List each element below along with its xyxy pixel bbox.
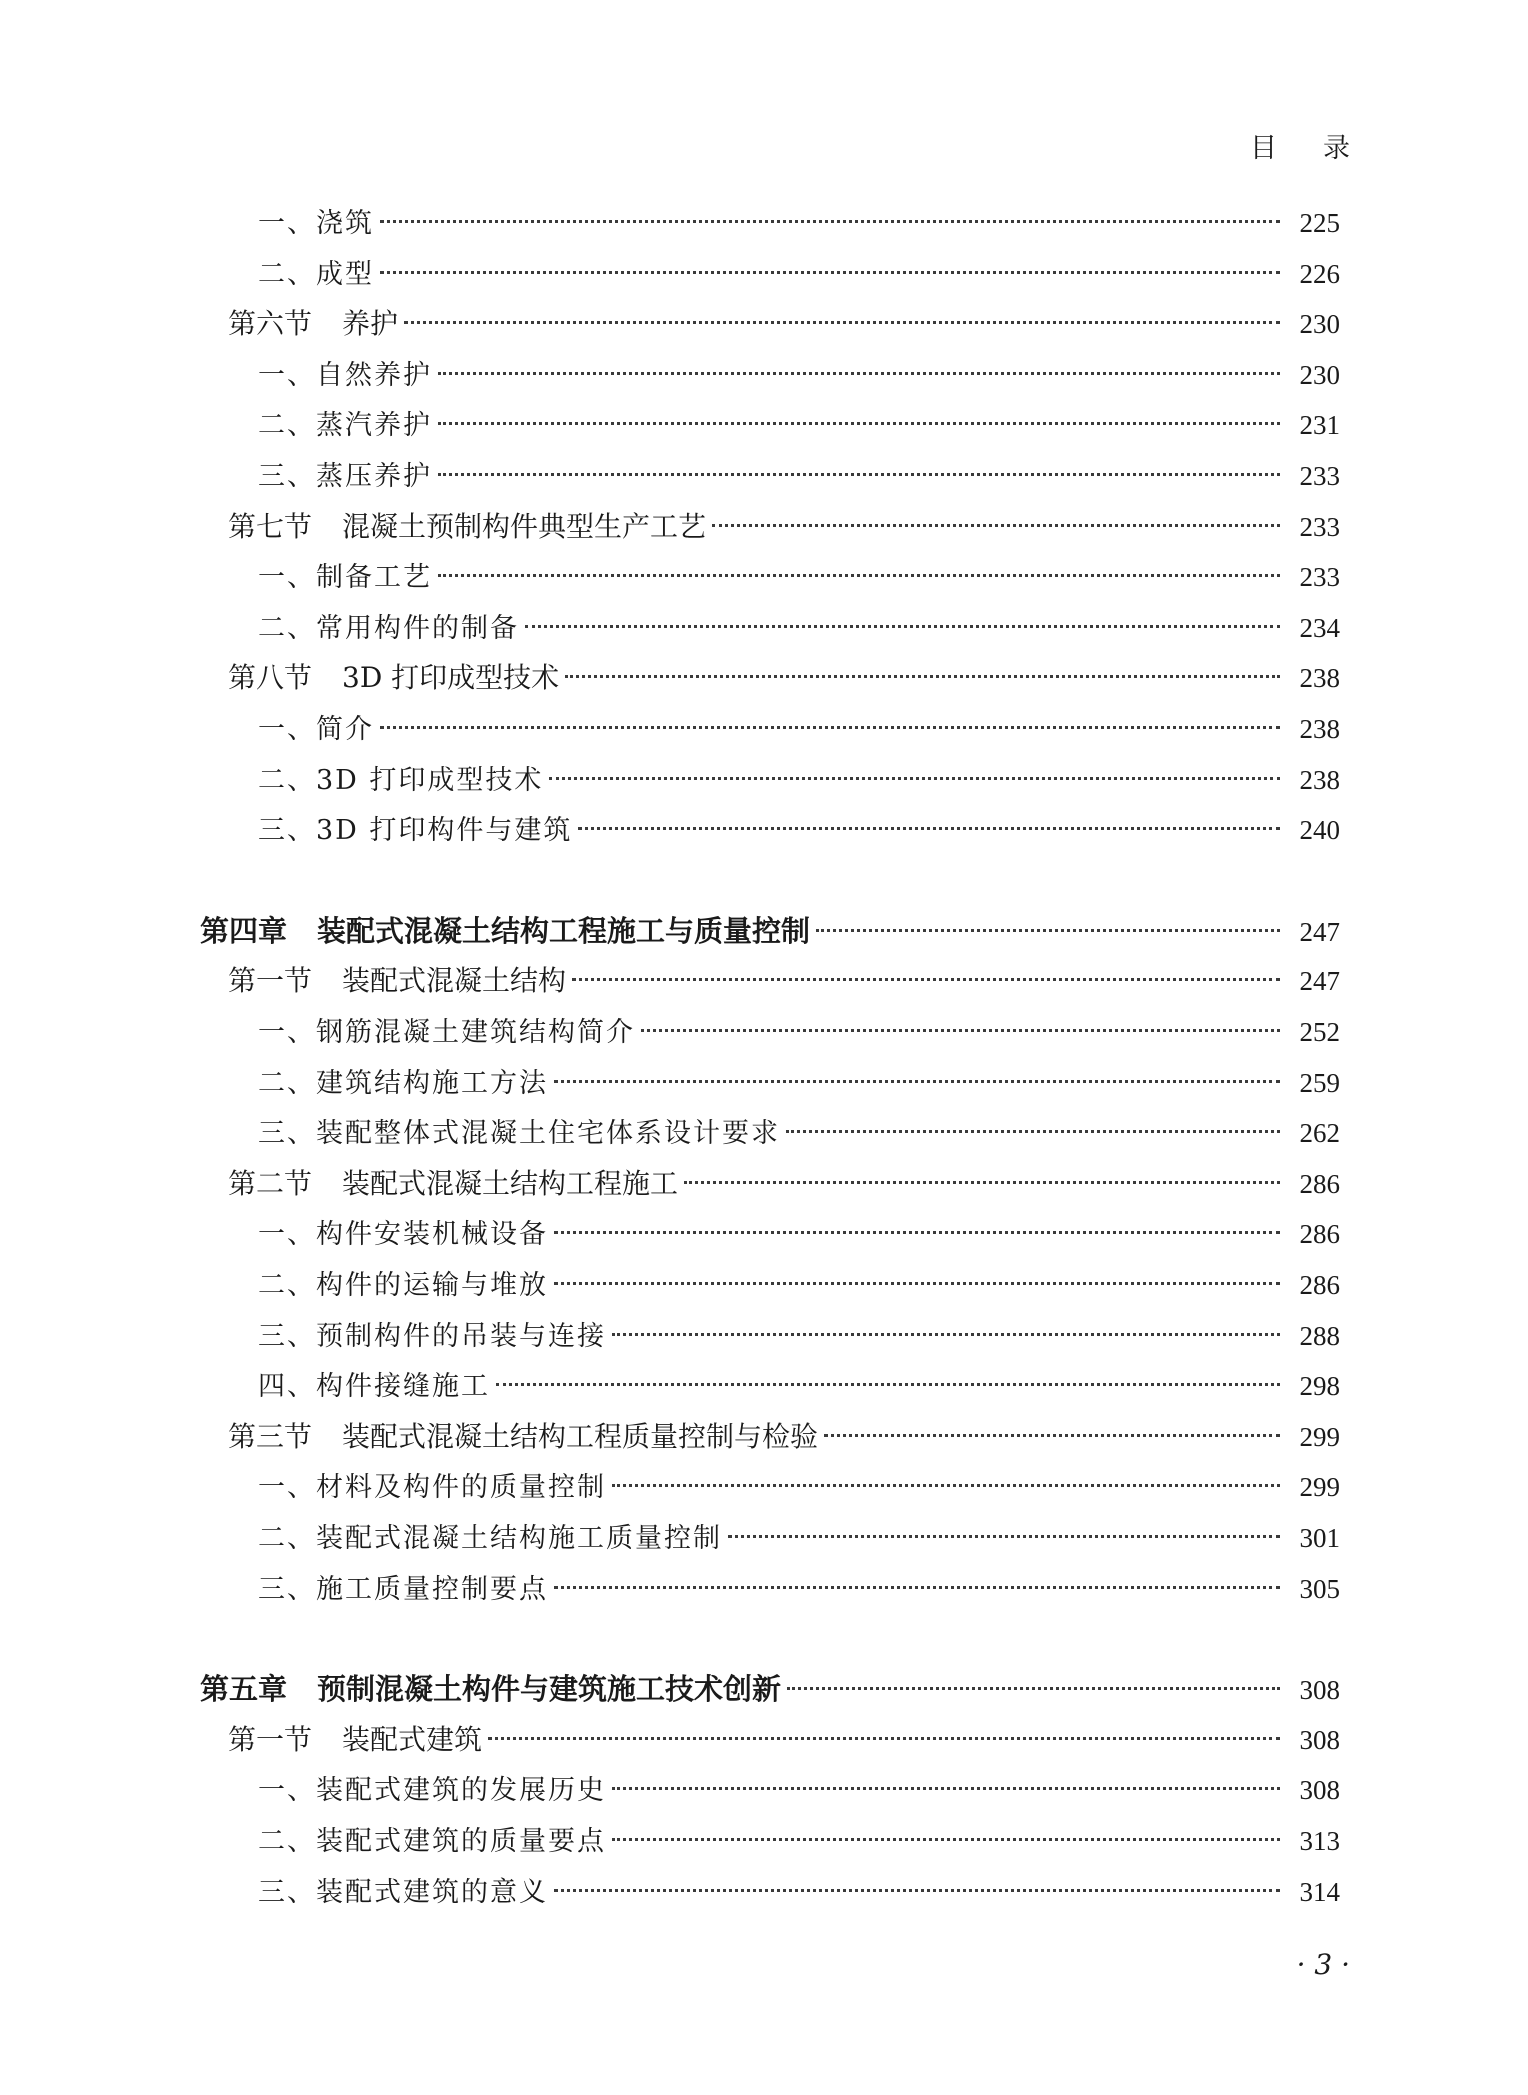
toc-entry-title <box>258 1516 722 1562</box>
toc-entry-page: 238 <box>1299 714 1340 744</box>
toc-entry-title <box>228 504 706 550</box>
toc-entry-page: 252 <box>1299 1017 1340 1047</box>
toc-leader-dots <box>612 1787 1280 1790</box>
toc-entry-text: 二、蒸汽养护 <box>258 410 432 442</box>
toc-entry-page: 299 <box>1299 1472 1340 1503</box>
toc-entry-title <box>258 1111 780 1157</box>
toc-entry-text: 一、装配式建筑的发展历史 <box>258 1775 606 1807</box>
toc-leader-dots <box>554 1889 1280 1892</box>
toc-entry-text: 二、构件的运输与堆放 <box>258 1270 548 1301</box>
toc-leader-dots <box>554 1231 1280 1234</box>
toc-entry-item <box>258 757 1340 803</box>
toc-leader-dots <box>488 1737 1280 1740</box>
toc-entry-section <box>228 958 1340 1004</box>
toc-entry-text: 一、材料及构件的质量控制 <box>258 1472 606 1504</box>
toc-leader-dots <box>438 372 1280 375</box>
toc-entry-number: 第七节 <box>228 509 313 543</box>
toc-entry-number: 第八节 <box>228 661 313 695</box>
toc-entry-section <box>228 1414 1340 1460</box>
toc-entry-text: 二、装配式混凝土结构施工质量控制 <box>258 1523 722 1554</box>
toc-entry-text: 二、装配式建筑的质量要点 <box>258 1826 606 1857</box>
toc-entry-page: 259 <box>1299 1067 1340 1098</box>
toc-entry-title <box>258 1364 490 1410</box>
header-label-lu: 录 <box>1323 133 1350 164</box>
toc-entry-number: 第四章 <box>200 913 288 948</box>
toc-entry-item <box>258 251 1340 297</box>
toc-entry-item <box>258 1211 1340 1257</box>
toc-entry-page: 231 <box>1299 410 1340 441</box>
toc-entry-title <box>258 1263 548 1309</box>
toc-entry-title <box>258 1314 606 1360</box>
toc-entry-page: 308 <box>1299 1775 1340 1806</box>
toc-leader-dots <box>380 271 1280 274</box>
toc-entry-page: 301 <box>1299 1523 1340 1553</box>
toc-entry-text: 三、装配式建筑的意义 <box>258 1876 548 1908</box>
toc-leader-dots <box>641 1029 1280 1032</box>
toc-entry-item <box>258 1060 1340 1106</box>
toc-entry-text: 二、建筑结构施工方法 <box>258 1067 548 1099</box>
toc-entry-section <box>228 1717 1340 1763</box>
toc-entry-title <box>258 808 572 854</box>
toc-entry-page: 262 <box>1299 1118 1340 1149</box>
toc-entry-item <box>258 1515 1340 1561</box>
toc-entry-text: 3D 打印成型技术 <box>342 661 560 695</box>
toc-entry-chapter <box>200 1666 1340 1712</box>
toc-entry-page: 225 <box>1299 208 1340 238</box>
toc-leader-dots <box>438 473 1280 476</box>
toc-entry-title <box>228 655 559 701</box>
toc-entry-text: 二、常用构件的制备 <box>258 612 519 644</box>
toc-entry-number: 第二节 <box>228 1166 313 1200</box>
toc-entry-item <box>258 554 1340 600</box>
toc-leader-dots <box>816 929 1280 932</box>
toc-entry-page: 230 <box>1299 359 1340 390</box>
toc-leader-dots <box>554 1282 1280 1285</box>
toc-entry-title <box>258 707 374 753</box>
toc-entry-section <box>228 301 1340 347</box>
toc-entry-item <box>258 1464 1340 1510</box>
toc-entry-item <box>258 1262 1340 1308</box>
toc-entry-page: 233 <box>1299 562 1340 593</box>
toc-entry-text: 一、自然养护 <box>258 359 432 391</box>
toc-entry-title <box>258 1010 635 1056</box>
toc-leader-dots <box>612 1838 1280 1841</box>
toc-entry-text: 装配式混凝土结构工程施工 <box>342 1166 679 1200</box>
toc-leader-dots <box>712 524 1280 527</box>
toc-entry-text: 一、浇筑 <box>258 208 374 239</box>
toc-leader-dots <box>612 1333 1280 1336</box>
toc-leader-dots <box>787 1687 1280 1690</box>
toc-entry-title <box>200 1666 781 1712</box>
toc-entry-number: 第三节 <box>228 1419 313 1453</box>
toc-entry-section <box>228 655 1340 701</box>
toc-entry-page: 286 <box>1299 1168 1340 1199</box>
toc-entry-text: 一、制备工艺 <box>258 562 432 594</box>
toc-entry-page: 226 <box>1299 258 1340 289</box>
toc-entry-number: 第六节 <box>228 307 313 341</box>
toc-entry-text: 一、构件安装机械设备 <box>258 1219 548 1251</box>
toc-entry-text: 装配式混凝土结构工程施工与质量控制 <box>317 913 811 948</box>
toc-entry-text: 二、成型 <box>258 258 374 290</box>
toc-entry-number: 第一节 <box>228 964 313 998</box>
toc-entry-page: 299 <box>1299 1421 1340 1452</box>
toc-entry-text: 三、3D 打印构件与建筑 <box>258 815 573 847</box>
toc-entry-number: 第五章 <box>200 1672 288 1707</box>
toc-entry-item <box>258 453 1340 499</box>
toc-entry-page: 313 <box>1299 1826 1340 1856</box>
toc-entry-page: 308 <box>1299 1724 1340 1755</box>
toc-entry-item <box>258 1009 1340 1055</box>
toc-entry-title <box>258 403 432 449</box>
toc-entry-title <box>258 201 374 247</box>
toc-entry-text: 三、预制构件的吊装与连接 <box>258 1320 606 1352</box>
toc-entry-title <box>258 1212 548 1258</box>
toc-entry-section <box>228 1161 1340 1207</box>
toc-leader-dots <box>438 422 1280 425</box>
toc-leader-dots <box>612 1484 1280 1487</box>
toc-entry-chapter <box>200 908 1340 954</box>
toc-entry-item <box>258 352 1340 398</box>
toc-entry-page: 308 <box>1299 1675 1340 1706</box>
toc-entry-page: 230 <box>1299 309 1340 340</box>
toc-entry-title <box>258 758 543 804</box>
toc-entry-page: 233 <box>1299 511 1340 542</box>
toc-entry-item <box>258 807 1340 853</box>
toc-entry-title <box>258 1768 606 1814</box>
toc-entry-page: 247 <box>1299 966 1340 997</box>
toc-entry-title <box>258 1567 548 1613</box>
toc-entry-text: 预制混凝土构件与建筑施工技术创新 <box>317 1672 782 1707</box>
toc-leader-dots <box>496 1383 1280 1386</box>
toc-entry-section <box>228 504 1340 550</box>
toc-entry-title <box>258 1819 606 1865</box>
toc-entry-text: 三、施工质量控制要点 <box>258 1573 548 1605</box>
toc-leader-dots <box>554 1080 1280 1083</box>
toc-entry-text: 装配式混凝土结构工程质量控制与检验 <box>342 1419 819 1453</box>
toc-entry-text: 装配式混凝土结构 <box>342 964 567 998</box>
header-label-mu: 目 <box>1250 133 1277 164</box>
toc-entry-text: 四、构件接缝施工 <box>258 1371 490 1403</box>
toc-leader-dots <box>572 978 1280 981</box>
toc-entry-title <box>228 1161 678 1207</box>
toc-entry-title <box>228 301 398 347</box>
toc-entry-page: 314 <box>1299 1876 1340 1907</box>
toc-leader-dots <box>525 625 1280 628</box>
toc-leader-dots <box>565 675 1280 678</box>
toc-entry-page: 238 <box>1299 663 1340 694</box>
toc-entry-title <box>200 908 810 954</box>
toc-entry-title <box>258 1465 606 1511</box>
toc-entry-item <box>258 706 1340 752</box>
toc-entry-item <box>258 1818 1340 1864</box>
toc-entry-page: 238 <box>1299 764 1340 795</box>
toc-entry-text: 三、蒸压养护 <box>258 461 432 492</box>
toc-leader-dots <box>728 1535 1280 1538</box>
toc-entry-item <box>258 1869 1340 1915</box>
toc-entry-item <box>258 1566 1340 1612</box>
toc-entry-title <box>228 1414 818 1460</box>
toc-entry-text: 装配式建筑 <box>342 1722 483 1756</box>
toc-entry-title <box>258 454 432 500</box>
toc-entry-item <box>258 605 1340 651</box>
toc-leader-dots <box>380 726 1280 729</box>
toc-entry-item <box>258 200 1340 246</box>
toc-entry-text: 混凝土预制构件典型生产工艺 <box>342 509 707 543</box>
toc-entry-item <box>258 1110 1340 1156</box>
running-header <box>1250 126 1350 165</box>
toc-entry-page: 247 <box>1299 916 1340 947</box>
toc-entry-item <box>258 402 1340 448</box>
toc-entry-text: 三、装配整体式混凝土住宅体系设计要求 <box>258 1118 780 1150</box>
toc-leader-dots <box>404 321 1280 324</box>
toc-entry-item <box>258 1363 1340 1409</box>
toc-entry-title <box>258 1870 548 1916</box>
toc-entry-item <box>258 1313 1340 1359</box>
toc-leader-dots <box>380 220 1280 223</box>
toc-entry-page: 286 <box>1299 1219 1340 1250</box>
toc-entry-title <box>258 555 432 601</box>
toc-entry-item <box>258 1767 1340 1813</box>
toc-entry-title <box>228 1717 482 1763</box>
toc-entry-number: 第一节 <box>228 1722 313 1756</box>
toc-entry-title <box>258 1061 548 1107</box>
toc-entry-page: 240 <box>1299 815 1340 846</box>
toc-entry-page: 298 <box>1299 1371 1340 1402</box>
toc-entry-text: 一、简介 <box>258 714 374 745</box>
toc-leader-dots <box>438 574 1280 577</box>
toc-leader-dots <box>554 1586 1280 1589</box>
toc-leader-dots <box>549 777 1280 780</box>
toc-entry-page: 288 <box>1299 1320 1340 1351</box>
toc-entry-text: 二、3D 打印成型技术 <box>258 764 544 796</box>
toc-entry-page: 234 <box>1299 612 1340 643</box>
toc-entry-title <box>258 606 519 652</box>
toc-entry-page: 305 <box>1299 1573 1340 1604</box>
toc-entry-text: 养护 <box>342 307 399 341</box>
page-number: · 3 · <box>1296 1948 1350 1981</box>
toc-leader-dots <box>824 1434 1280 1437</box>
toc-leader-dots <box>786 1130 1280 1133</box>
toc-entry-title <box>258 252 374 298</box>
toc-entry-title <box>228 958 566 1004</box>
toc-leader-dots <box>684 1181 1280 1184</box>
toc-entry-title <box>258 353 432 399</box>
toc-leader-dots <box>578 827 1280 830</box>
toc-entry-page: 286 <box>1299 1270 1340 1300</box>
toc-entry-page: 233 <box>1299 461 1340 491</box>
toc-entry-text: 一、钢筋混凝土建筑结构简介 <box>258 1017 635 1048</box>
